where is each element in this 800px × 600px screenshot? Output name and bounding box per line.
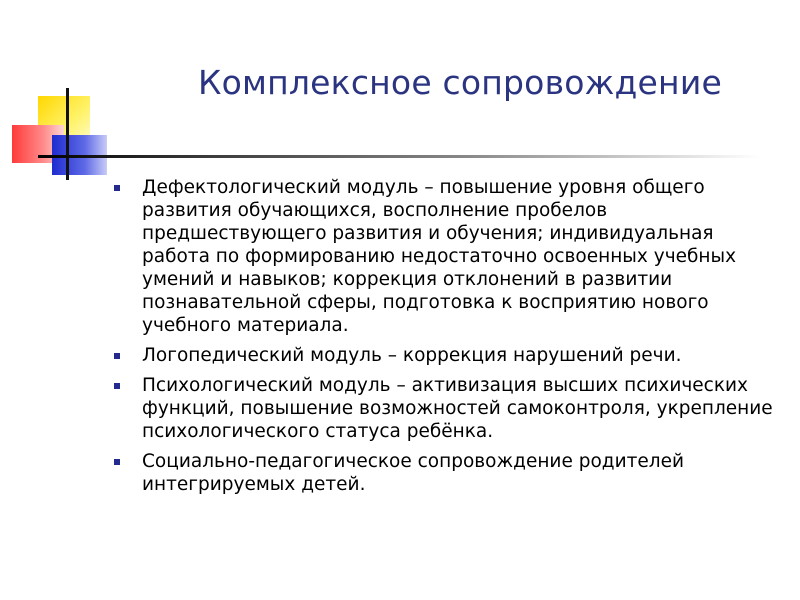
list-item bbox=[112, 450, 782, 496]
square-bullet-icon bbox=[114, 383, 120, 389]
list-item bbox=[112, 176, 782, 337]
slide-title: Комплексное сопровождение bbox=[198, 63, 722, 102]
list-item-text: Логопедический модуль – коррекция нарушений речи. bbox=[142, 345, 682, 366]
vertical-divider-line bbox=[66, 88, 69, 180]
list-item-text: Социально-педагогическое сопровождение родителей интегрируемых детей. bbox=[142, 451, 684, 495]
square-bullet-icon bbox=[114, 459, 120, 465]
title-underline bbox=[38, 155, 760, 158]
list-item bbox=[112, 344, 782, 367]
list-item bbox=[112, 374, 782, 443]
square-bullet-icon bbox=[114, 353, 120, 359]
list-item-text: Психологический модуль – активизация высших психических функций, повышение возможностей самоконтроля, укрепление психологического статуса ребёнка. bbox=[142, 375, 773, 442]
square-bullet-icon bbox=[114, 185, 120, 191]
bullet-list bbox=[112, 176, 782, 503]
list-item-text: Дефектологический модуль – повышение уровня общего развития обучающихся, восполнение пробелов предшествующего развития и обучения; индивидуальная работа по формированию недостаточно освоенных учебных умений и навыков; коррекция отклонений в развитии познавательной сферы, подготовка к восприятию нового учебного материала. bbox=[142, 177, 737, 336]
